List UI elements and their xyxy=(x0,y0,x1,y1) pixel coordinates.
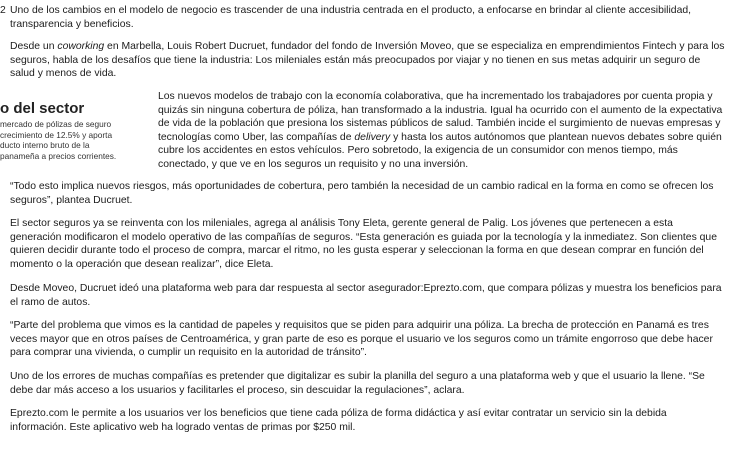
quote-ducruet: “Todo esto implica nuevos riesgos, más oportunidades de cobertura, pero también la necesidad de un cambio radical en la forma en como se ofrecen los seguros”, plantea Ducruet. xyxy=(10,181,714,206)
sidebar-title: o del sector xyxy=(0,100,85,117)
sidebar-text: mercado de pólizas de seguro crecimiento de 12.5% y aporta ducto interno bruto de la panameña a precios corrientes. xyxy=(0,119,117,161)
paragraph-platform: Desde Moveo, Ducruet ideó una plataforma web para dar respuesta al sector asegurador:Eprezto.com, que compara pólizas y muestra los beneficios para el ramo de autos. xyxy=(10,283,722,308)
paragraph-errors: Uno de los errores de muchas compañías es pretender que digitalizar es subir la planilla del seguro a una plataforma web y que el usuario la llene. “Se debe dar más acceso a los usuarios y facilitarles el proceso, sin descuidar la regulaciones”, aclara. xyxy=(10,371,705,396)
p1-rest: en Marbella, Louis Robert Ducruet, fundador del fondo de Inversión Moveo, que se especializa en emprendimientos Fintech y para los seguros, habla de los desafíos que tiene la industria: Los mileniales están más preocupados por viajar y no tienen en sus metas adquirir un seguro de salud y menos de vida. xyxy=(10,41,725,80)
p2-emphasis: delivery xyxy=(354,131,391,143)
p1-emphasis: coworking xyxy=(57,41,105,52)
paragraph-eleta: El sector seguros ya se reinventa con los mileniales, agrega al análisis Tony Eleta, gerente general de Palig. Los jóvenes que pertenecen a esta generación modificaron el modelo operativo de las compañías de seguros. “Esta generación es guiada por la tecnología y la inmediatez. Son clientes que quieren decidir durante todo el proceso de compra, marcar el ritmo, no les gusta esperar y seleccionan la forma en que desean comprar en función del momento o la operación que desean realizar”, dice Eleta. xyxy=(10,218,717,270)
paragraph-coworking xyxy=(10,40,740,82)
p2-rest: y hasta los autos autónomos que plantean nuevos debates sobre quién cubre los accidentes en estos vehículos. Pero sobretodo, la exigencia de un consumidor con menos tiempo, más conectado, y que ve en los seguros un requisito y no una inversión. xyxy=(158,131,722,170)
paragraph-eprezto: Eprezto.com le permite a los usuarios ver los beneficios que tiene cada póliza de forma didáctica y así evitar contratar un servicio sin la debida información. Este aplicativo web ha logrado ventas de primas por $250 mil. xyxy=(10,408,667,433)
quote-problem: “Parte del problema que vimos es la cantidad de papeles y requisitos que se piden para adquirir una póliza. La brecha de protección en Panamá es tres veces mayor que en otros países de Centroamérica, y gran parte de eso es porque el usuario ve los seguros como un trámite engorroso que debe hacer para comprar una vivienda, o cumplir un requisito en la autoridad de tránsito”. xyxy=(10,320,713,359)
cut-off-character: 2 xyxy=(0,5,6,16)
p1-lead: Desde un xyxy=(10,41,58,52)
p2-lead: Los nuevos modelos de trabajo con la economía colaborativa, que ha incrementado los trabajadores por cuenta propia y quizás sin ninguna cobertura de póliza, han transformado a la industria. Igual ha ocurrido con el aumento de la expectativa de vida de la población que presiona los sistemas públicos de salud. También incide el surgimiento de nuevas empresas y tecnologías como Uber, las compañías de xyxy=(158,91,723,143)
paragraph-new-models xyxy=(158,90,742,174)
intro-paragraph: Uno de los cambios en el modelo de negocio es trascender de una industria centrada en el producto, a enfocarse en brindar al cliente accesibilidad, transparencia y beneficios. xyxy=(10,5,692,30)
